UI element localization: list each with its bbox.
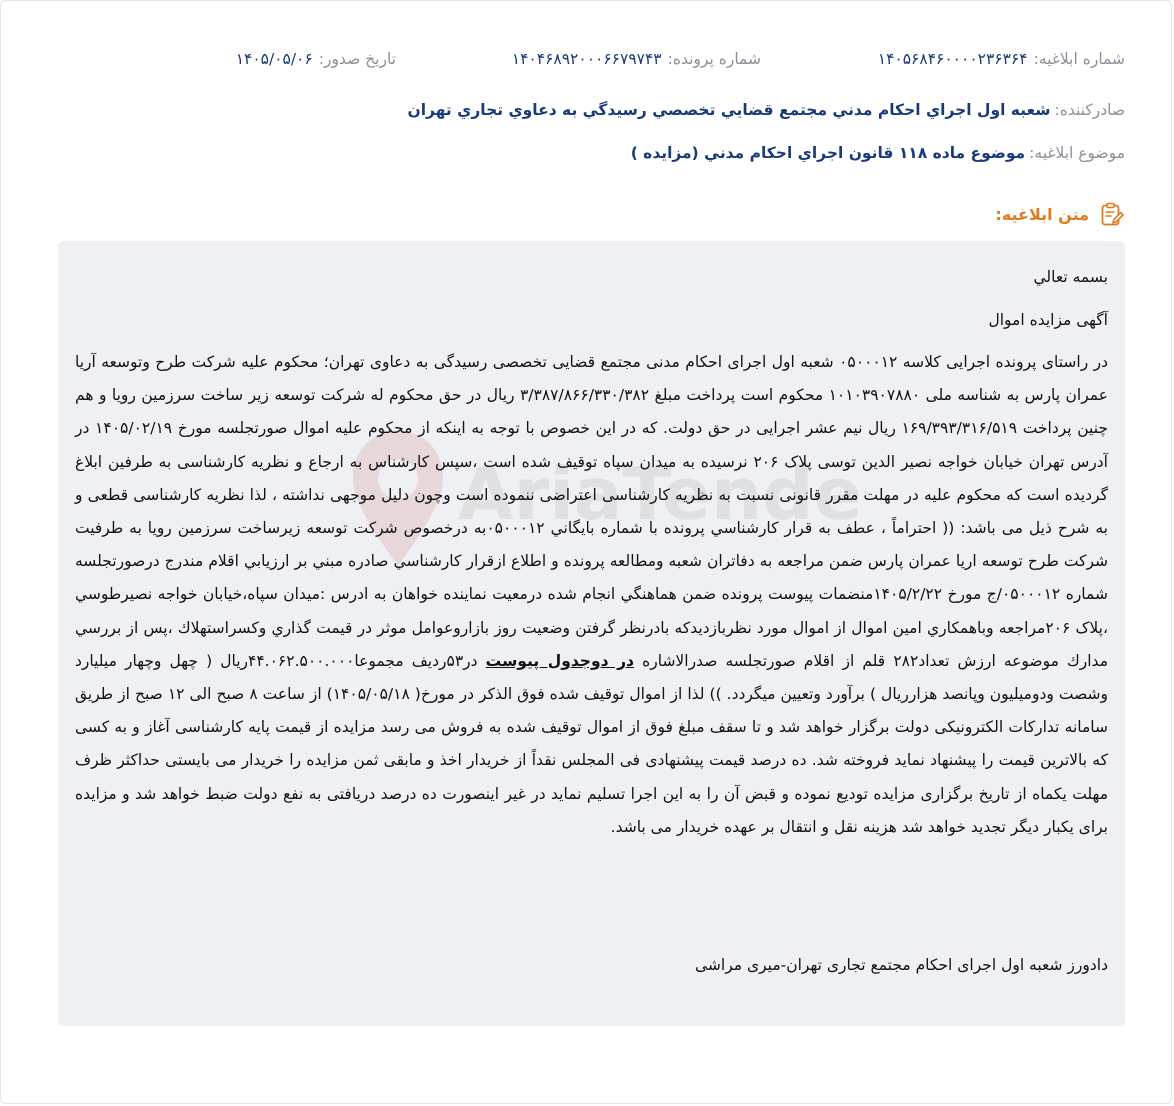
case-number — [512, 50, 761, 68]
notice-text-heading — [995, 201, 1125, 227]
subject-value: موضوع ماده ۱۱۸ قانون اجراي احکام مدني (مزايده ) — [630, 144, 1026, 162]
notice-subtitle: آگهی مزایده اموال — [988, 311, 1108, 329]
case-number-value: ۱۴۰۴۶۸۹۲۰۰۰۶۶۷۹۷۴۳ — [511, 50, 662, 68]
issuer-label: صادرکننده: — [1054, 101, 1125, 119]
notice-number-value: ۱۴۰۵۶۸۴۶۰۰۰۰۲۳۶۳۶۴ — [877, 50, 1028, 68]
notice-title: بسمه تعالي — [1033, 268, 1108, 286]
notice-body-part-2: در۵۳ردیف مجموعا۴۴.۰۶۲.۵۰۰.۰۰۰ریال ( چهل وچهار میلیارد وشصت ودومیلیون وپانصد هزارریال ) برآورد وتعیین میگردد. )) لذا از اموال توقیف شده فوق الذکر در مورخ( ۱۴۰۵/۰۵/۱۸) از ساعت ۸ صبح الی ۱۲ صبح از طریق سامانه تدارکات الکترونیکی دولت برگزار خواهد شد و تا سقف مبلغ فوق از اموال توقیف شده به فروش می رسد مزایده از قیمت پایه کارشناسی آغاز و به کسی که بالاترین قیمت را پیشنهاد نماید فروخته شد. ده درصد قیمت پیشنهادی فی المجلس نقداً از خریدار اخذ و مابقی ثمن مزایده را خریدار می بایستی حداکثر ظرف مهلت یکماه از تاریخ برگزاری مزایده تودیع نموده و قبض آن را به این اجرا تسلیم نماید در غیر اینصورت ده درصد دریافتی به نفع دولت ضبط خواهد شد و مزایده برای یکبار دیگر تجدید خواهد شد هزینه نقل و انتقال بر عهده خریدار می باشد. — [75, 651, 1108, 836]
issue-date-value: ۱۴۰۵/۰۵/۰۶ — [235, 50, 313, 68]
issue-date — [236, 50, 396, 68]
notice-body-underlined: در دوجدول پیوست — [485, 651, 634, 670]
notice-signature: دادورز شعبه اول اجرای احکام مجتمع تجاری تهران-میری مراشی — [694, 956, 1108, 974]
notice-body-part-1: در راستای پرونده اجرایی کلاسه ۰۵۰۰۰۱۲ شعبه اول اجرای احکام مدنی مجتمع قضایی تخصصی رسیدگی به دعاوی تهران؛ محکوم علیه شرکت طرح وتوسعه آریا عمران پارس به شناسه ملی ۱۰۱۰۳۹۰۷۸۸۰ محکوم است پرداخت مبلغ ۳/۳۸۷/۸۶۶/۳۳۰/۳۸۲ ریال در حق محکوم له شرکت توسعه زیر ساخت سرزمین رویا و هم چنین پرداخت ۱۶۹/۳۹۳/۳۱۶/۵۱۹ ریال نیم عشر اجرایی در حق دولت. که در این خصوص با توجه به اینکه از محکوم علیه اموال صورتجلسه مورخ ۱۴۰۵/۰۲/۱۹ در آدرس تهران خیابان خواجه نصیر الدین توسی پلاک ۲۰۶ نرسیده به میدان سپاه توقیف شده است ،سپس کارشناس به ارجاع و نظریه کارشناسی به طرفین ابلاغ گردیده است که محکوم علیه در مهلت مقرر قانونی نسبت به نظریه کارشناسی اعتراضی ننموده است وچون دلیل موجهی نداشته ، لذا نظریه کارشناسی قطعی و به شرح ذیل می باشد: (( احتراماً ، عطف به قرار کارشناسي پرونده با شماره بايگاني ۰۵۰۰۰۱۲به درخصوص شرکت توسعه زیرساخت سرزمین رویا به طرفیت شرکت طرح توسعه اریا عمران پارس ضمن مراجعه به دفاتران شعبه ومطالعه پرونده و اطلاع ازقرار کارشناسي صادره مبني بر ارزيابي اقلام مندرج درصورتجلسه شماره ۰۵۰۰۰۱۲/ج مورخ ۱۴۰۵/۲/۲۲منضمات پیوست پرونده ضمن هماهنگي انجام شده درمعیت نماینده خواهان به ادرس :میدان سپاه،خیابان خواجه نصیرطوسي ،پلاک ۲۰۶مراجعه وباهمکاري امین اموال از اموال مورد نظربازدیدکه بادرنظر گرفتن وضعیت روز بازاروعوامل موثر در قیمت گذاري وکسراستهلاك ،پس از بررسي مدارك موضوعه ارزش تعداد۲۸۲ قلم از اقلام صورتجلسه صدرالاشاره — [75, 353, 1108, 670]
subject-label: موضوع ابلاغيه: — [1029, 144, 1125, 162]
header-row-issuer — [41, 101, 1125, 119]
notice-text-heading-label: متن ابلاغيه: — [995, 204, 1089, 224]
notice-number-label: شماره ابلاغيه: — [1033, 50, 1125, 68]
notice-body — [75, 346, 1108, 844]
issue-date-label: تاريخ صدور: — [318, 50, 396, 68]
notice-number — [878, 50, 1125, 68]
issuer-value: شعبه اول اجراي احکام مدني مجتمع قضايي تخصصي رسيدگي به دعاوي تجاري تهران — [407, 101, 1051, 119]
header-row-subject — [41, 144, 1125, 162]
watermark-text: AriaTende — [458, 452, 858, 536]
case-number-label: شماره پرونده: — [667, 50, 761, 68]
document-edit-icon — [1099, 201, 1125, 227]
notice-content-box — [58, 241, 1125, 1026]
